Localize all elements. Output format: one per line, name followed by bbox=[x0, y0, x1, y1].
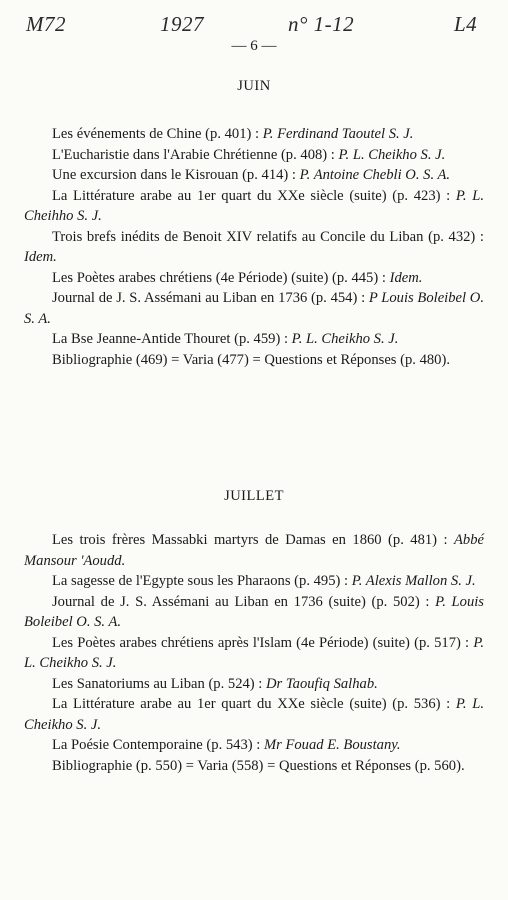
entry-author: P. Antoine Chebli O. S. A. bbox=[299, 167, 451, 183]
toc-entry bbox=[24, 227, 484, 268]
entry-author: P. Alexis Mallon S. J. bbox=[351, 573, 476, 589]
entry-text: Journal de J. S. Assémani au Liban en 1736 (p. 454) : bbox=[52, 290, 369, 306]
entry-text: Journal de J. S. Assémani au Liban en 1736 (suite) (p. 502) : bbox=[52, 593, 436, 610]
toc-entry bbox=[24, 756, 484, 777]
entry-author: Idem. bbox=[389, 269, 423, 286]
handwritten-year: 1927 bbox=[160, 12, 204, 36]
section-title-juin: JUIN bbox=[237, 78, 271, 94]
entry-text: L'Eucharistie dans l'Arabie Chrétienne (p. 408) : bbox=[52, 146, 339, 163]
toc-entry bbox=[24, 124, 484, 145]
toc-entry bbox=[24, 268, 484, 289]
entry-text: La Littérature arabe au 1er quart du XXe siècle (suite) (p. 423) : bbox=[52, 187, 456, 204]
toc-entry bbox=[24, 350, 484, 371]
entry-text: La sagesse de l'Egypte sous les Pharaons (p. 495) : bbox=[52, 573, 352, 589]
entry-text: Les Sanatoriums au Liban (p. 524) : bbox=[52, 675, 266, 692]
section-juin bbox=[24, 124, 484, 370]
entry-author: Idem. bbox=[24, 249, 57, 265]
toc-entry bbox=[24, 329, 484, 350]
entry-text: Trois brefs inédits de Benoit XIV relatifs au Concile du Liban (p. 432) : bbox=[52, 228, 484, 245]
entry-text: Les Poètes arabes chrétiens après l'Islam (4e Période) (suite) (p. 517) : bbox=[52, 634, 474, 651]
entry-author: P. L. Cheikho S. J. bbox=[291, 331, 399, 347]
entry-author: Dr Taoufiq Salhab. bbox=[266, 675, 378, 692]
toc-entry bbox=[24, 530, 484, 571]
entry-author: Abbé Mansour 'Aoudd. bbox=[24, 532, 484, 569]
toc-entry bbox=[24, 145, 484, 166]
entry-text: Les trois frères Massabki martyrs de Damas en 1860 (p. 481) : bbox=[52, 532, 454, 548]
entry-text: Les Poètes arabes chrétiens (4e Période) (suite) (p. 445) : bbox=[52, 269, 390, 286]
entry-text: Une excursion dans le Kisrouan (p. 414) : bbox=[52, 167, 300, 183]
toc-entry bbox=[24, 694, 484, 735]
toc-entry bbox=[24, 633, 484, 674]
toc-entry bbox=[24, 592, 484, 633]
toc-entry bbox=[24, 186, 484, 227]
entry-author: P. L. Cheikho S. J. bbox=[24, 634, 484, 671]
entry-text: Bibliographie (469) = Varia (477) = Questions et Réponses (p. 480). bbox=[52, 351, 450, 368]
entry-author: P. L. Cheihho S. J. bbox=[24, 187, 484, 224]
entry-text: Les événements de Chine (p. 401) : bbox=[52, 126, 263, 142]
handwritten-issue-range: n° 1-12 bbox=[288, 12, 355, 36]
entry-author: P. L. Cheikho S. J. bbox=[24, 696, 484, 733]
toc-entry bbox=[24, 288, 484, 329]
entry-text: La Poésie Contemporaine (p. 543) : bbox=[52, 737, 264, 753]
toc-entry bbox=[24, 674, 484, 695]
section-title-juillet: JUILLET bbox=[224, 488, 284, 504]
toc-entry bbox=[24, 571, 484, 592]
handwritten-note-left: M72 bbox=[26, 12, 66, 36]
entry-text: Bibliographie (p. 550) = Varia (558) = Questions et Réponses (p. 560). bbox=[52, 757, 465, 774]
entry-text: La Littérature arabe au 1er quart du XXe siècle (suite) (p. 536) : bbox=[52, 696, 456, 712]
entry-text: La Bse Jeanne-Antide Thouret (p. 459) : bbox=[52, 331, 292, 347]
toc-entry bbox=[24, 165, 484, 186]
section-juillet bbox=[24, 530, 484, 776]
entry-author: P Louis Boleibel O. S. A. bbox=[24, 290, 484, 327]
toc-entry bbox=[24, 735, 484, 756]
handwritten-note-right: L4 bbox=[454, 12, 478, 36]
entry-author: Mr Fouad E. Boustany. bbox=[263, 737, 401, 753]
page-number: — 6 — bbox=[231, 38, 277, 54]
entry-author: P. Louis Boleibel O. S. A. bbox=[24, 593, 484, 630]
entry-author: P. Ferdinand Taoutel S. J. bbox=[262, 126, 414, 142]
entry-author: P. L. Cheikho S. J. bbox=[338, 146, 446, 163]
